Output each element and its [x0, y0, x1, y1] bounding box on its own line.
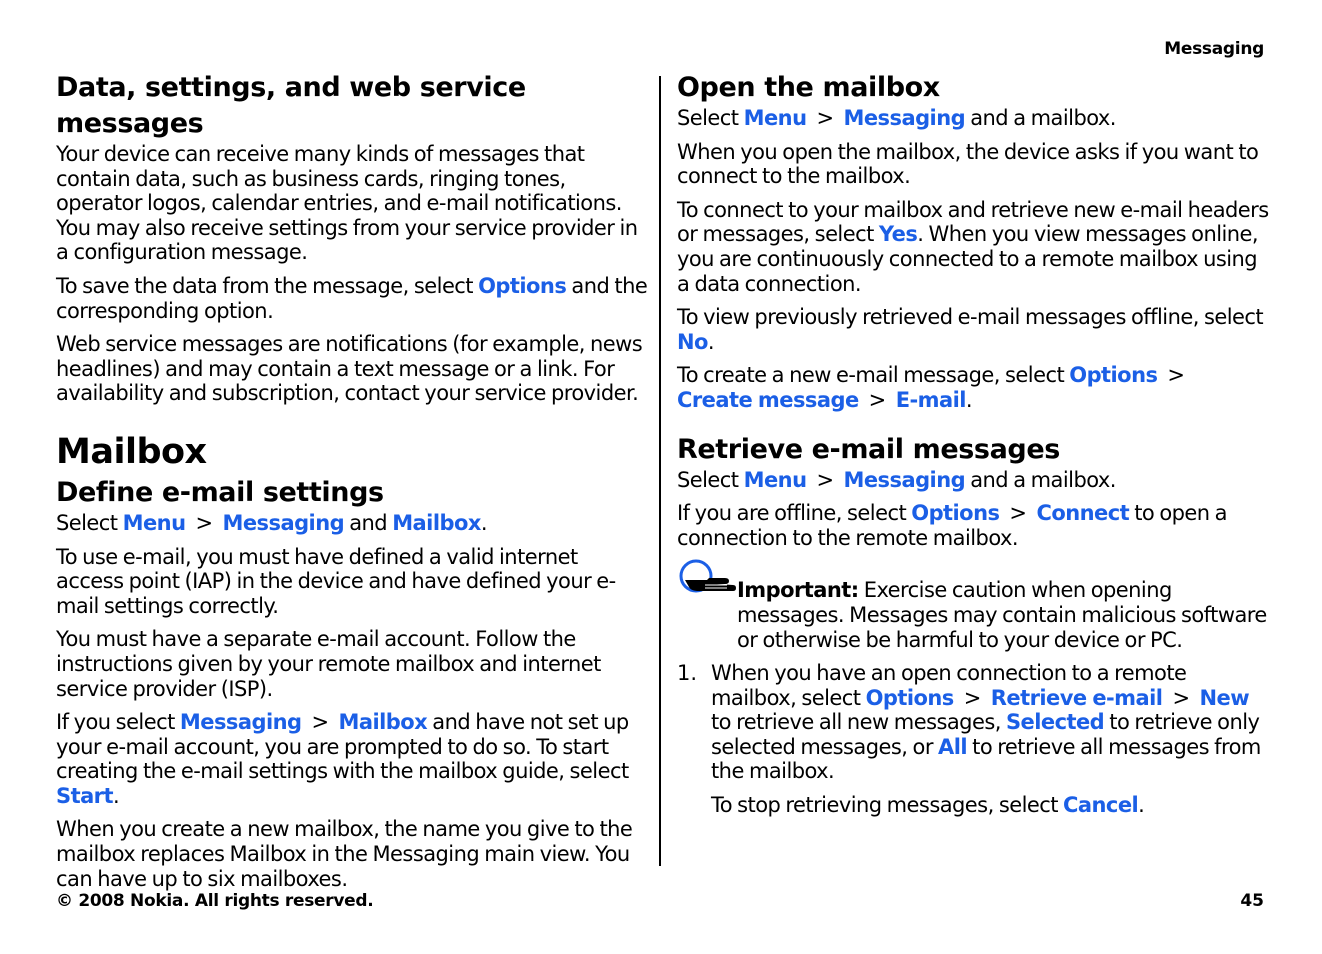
important-hand-icon — [677, 558, 737, 600]
heading-retrieve-email: Retrieve e-mail messages — [677, 433, 1060, 465]
important-note — [677, 560, 1269, 652]
link-messaging-r1[interactable]: Messaging — [843, 106, 966, 130]
paragraph-retrieve-select: Select Menu > Messaging and a mailbox. — [677, 467, 1116, 492]
column-divider — [659, 76, 661, 866]
paragraph-offline-connect: If you are offline, select Options > Connect to open a connection to the remote mailbox. — [677, 501, 1227, 550]
link-email[interactable]: E-mail — [895, 387, 966, 412]
paragraph-account: You must have a separate e-mail account. Follow the instructions given by your remote mailbox and internet service provider (ISP). — [56, 627, 601, 701]
paragraph-web-service: Web service messages are notifications (for example, news headlines) and may contain a text message or a link. For availability and subscription, contact your service provider. — [56, 332, 643, 406]
heading-define-email: Define e-mail settings — [56, 476, 384, 508]
heading-open-mailbox: Open the mailbox — [677, 72, 940, 103]
link-options-r2[interactable]: Options — [911, 501, 1000, 526]
link-options-r3[interactable]: Options — [865, 685, 954, 710]
link-mailbox-2[interactable]: Mailbox — [338, 710, 428, 735]
paragraph-create-email: To create a new e-mail message, select Options >Create message > E-mail. — [677, 363, 1185, 412]
link-create-message[interactable]: Create message — [677, 387, 859, 412]
heading-mailbox: Mailbox — [56, 431, 207, 472]
link-menu-r1[interactable]: Menu — [743, 106, 807, 130]
left-column — [56, 70, 648, 900]
paragraph-open-select: Select Menu > Messaging and a mailbox. — [677, 106, 1116, 130]
paragraph-connect-yes: To connect to your mailbox and retrieve new e-mail headers or messages, select Yes. When you view messages online, you are continuously connected to a remote mailbox using a data connection. — [677, 197, 1269, 296]
list-item — [677, 661, 1269, 827]
link-menu-r2[interactable]: Menu — [743, 467, 807, 492]
paragraph-data-intro: Your device can receive many kinds of messages that contain data, such as business cards, ringing tones, operator logos, calendar entries, and e-mail notifications. You may also receive settings from your service provider in a configuration message. — [56, 142, 638, 265]
heading-data-settings: Data, settings, and web service messages — [56, 72, 526, 139]
link-selected[interactable]: Selected — [1005, 710, 1105, 735]
link-yes[interactable]: Yes — [878, 222, 918, 247]
link-retrieve-email[interactable]: Retrieve e-mail — [990, 685, 1163, 710]
link-menu[interactable]: Menu — [122, 510, 186, 535]
link-options-r[interactable]: Options — [1069, 363, 1158, 388]
right-column — [677, 70, 1269, 827]
footer-copyright: © 2008 Nokia. All rights reserved. — [56, 891, 374, 911]
link-start[interactable]: Start — [56, 783, 113, 808]
link-options[interactable]: Options — [478, 273, 567, 298]
link-messaging-r2[interactable]: Messaging — [843, 467, 966, 492]
list-item-text: When you have an open connection to a remote mailbox, select Options > Retrieve e-mail > New to retrieve all new messages, Selected to retrieve only selected messages, or All to retrieve all messages from the mailbox. — [711, 661, 1261, 784]
important-label: Important: — [737, 578, 859, 603]
important-text: Exercise caution when opening messages. Messages may contain malicious software or otherwise be harmful to your device or PC. — [737, 578, 1267, 652]
footer-page-number: 45 — [1240, 891, 1264, 911]
paragraph-offline-no: To view previously retrieved e-mail messages offline, select No. — [677, 305, 1264, 354]
running-header: Messaging — [1164, 39, 1264, 59]
paragraph-select-mailbox: Select Menu > Messaging and Mailbox. — [56, 510, 487, 535]
paragraph-iap: To use e-mail, you must have defined a valid internet access point (IAP) in the device and have defined your e-mail settings correctly. — [56, 544, 616, 618]
paragraph-setup: If you select Messaging > Mailbox and have not set up your e-mail account, you are prompted to do so. To start creating the e-mail settings with the mailbox guide, select Start. — [56, 710, 629, 808]
paragraph-stop-retrieving: To stop retrieving messages, select Cancel. — [711, 793, 1145, 818]
paragraph-save-data: To save the data from the message, select Options and the corresponding option. — [56, 273, 648, 323]
link-no[interactable]: No — [677, 329, 708, 354]
link-mailbox[interactable]: Mailbox — [392, 510, 481, 535]
link-messaging-2[interactable]: Messaging — [179, 710, 302, 735]
link-cancel[interactable]: Cancel — [1063, 793, 1139, 818]
link-connect[interactable]: Connect — [1036, 501, 1130, 526]
paragraph-new-mailbox: When you create a new mailbox, the name you give to the mailbox replaces Mailbox in the Messaging main view. You can have up to six mailboxes. — [56, 817, 633, 891]
link-all[interactable]: All — [938, 734, 968, 759]
paragraph-connect-ask: When you open the mailbox, the device asks if you want to connect to the mailbox. — [677, 139, 1259, 189]
link-messaging[interactable]: Messaging — [222, 510, 345, 535]
list-number: 1. — [677, 661, 698, 686]
link-new[interactable]: New — [1199, 685, 1250, 710]
